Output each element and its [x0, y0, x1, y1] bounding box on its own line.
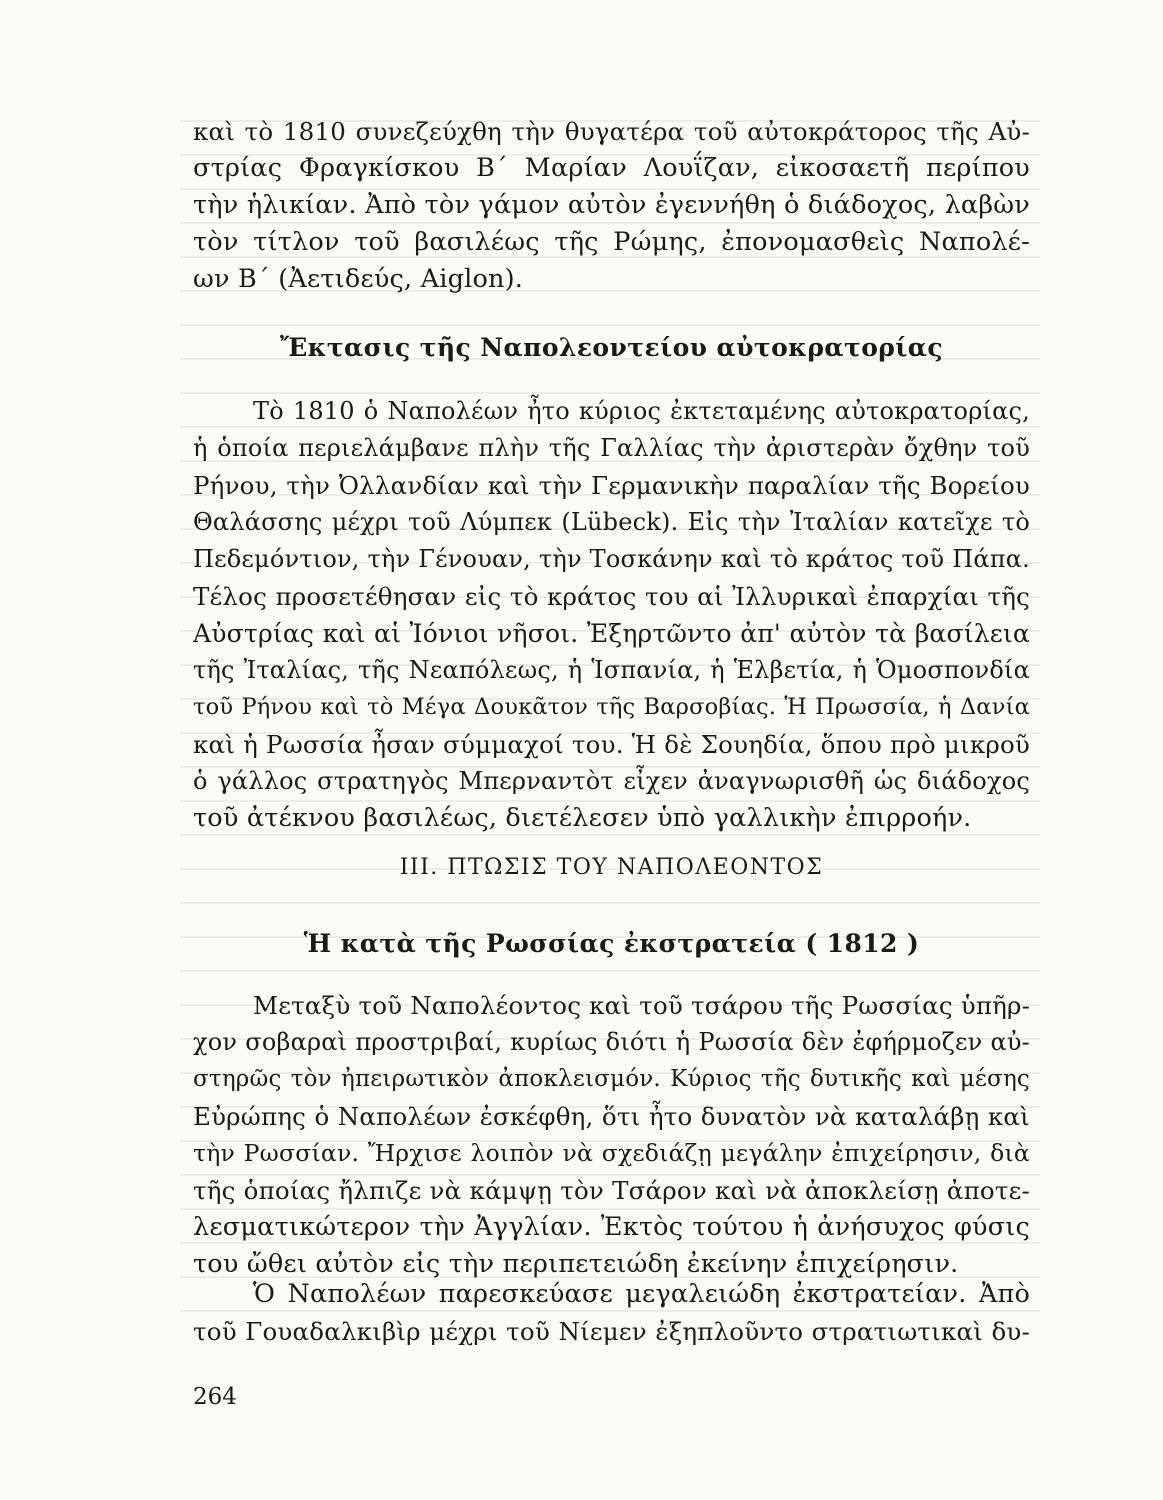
text-line: Εὐρώπης ὁ Ναπολέων ἐσκέφθη, ὅτι ἦτο δυνατὸν νὰ καταλάβῃ καὶ [193, 1102, 1030, 1131]
text-line: Πεδεμόντιον, τὴν Γένουαν, τὴν Τοσκάνην καὶ τὸ κράτος τοῦ Πάπα. [193, 545, 1030, 573]
text-line: Ὁ Ναπολέων παρεσκεύασε μεγαλειώδη ἐκστρατείαν. Ἀπὸ [253, 1279, 1030, 1309]
text-line: τὴν ἡλικίαν. Ἀπὸ τὸν γάμον αὐτὸν ἐγεννήθη ὁ διάδοχος, λαβὼν [193, 190, 1030, 220]
text-line: καὶ ἡ Ρωσσία ἦσαν σύμμαχοί του. Ἡ δὲ Σουηδία, ὅπου πρὸ μικροῦ [193, 730, 1030, 759]
paragraph-extent-of-empire [193, 393, 1030, 837]
text-line: χον σοβαραὶ προστριβαί, κυρίως διότι ἡ Ρωσσία δὲν ἐφήρμοζεν αὐ- [193, 1028, 1030, 1056]
text-line: τῆς Ἰταλίας, τῆς Νεαπόλεως, ἡ Ἱσπανία, ἡ Ἑλβετία, ἡ Ὁμοσπονδία [193, 656, 1030, 684]
text-line: Ρήνου, τὴν Ὀλλανδίαν καὶ τὴν Γερμανικὴν παραλίαν τῆς Βορείου [193, 471, 1030, 500]
text-line: στρίας Φραγκίσκου Β΄ Μαρίαν Λουΐζαν, εἰκοσαετῆ περίπου [193, 153, 1030, 183]
text-line: τὸν τίτλον τοῦ βασιλέως τῆς Ρώμης, ἐπονομασθεὶς Ναπολέ- [193, 227, 1030, 257]
text-line: τοῦ ἀτέκνου βασιλέως, διετέλεσεν ὑπὸ γαλλικὴν ἐπιρροήν. [193, 803, 972, 833]
text-line: Τέλος προσετέθησαν εἰς τὸ κράτος του αἱ Ἰλλυρικαὶ ἐπαρχίαι τῆς [193, 582, 1030, 611]
heading-russian-campaign: Ἡ κατὰ τῆς Ρωσσίας ἐκστρατεία ( 1812 ) [303, 929, 920, 958]
text-line: καὶ τὸ 1810 συνεζεύχθη τὴν θυγατέρα τοῦ αὐτοκράτορος τῆς Αὐ- [193, 117, 1030, 146]
text-line: ων Β΄ (Ἀετιδεύς, Aiglon). [193, 264, 524, 294]
text-line: του ὤθει αὐτὸν εἰς τὴν περιπετειώδη ἐκείνην ἐπιχείρησιν. [193, 1249, 959, 1279]
text-line: στηρῶς τὸν ἠπειρωτικὸν ἀποκλεισμόν. Κύριος τῆς δυτικῆς καὶ μέσης [193, 1066, 1030, 1092]
paragraph-preparation [193, 1276, 1030, 1350]
text-line: Μεταξὺ τοῦ Ναπολέοντος καὶ τοῦ τσάρου τῆς Ρωσσίας ὑπῆρ- [253, 991, 1031, 1020]
text-line: Τὸ 1810 ὁ Ναπολέων ἦτο κύριος ἐκτεταμένης αὐτοκρατορίας, [253, 397, 1030, 425]
text-line: τὴν Ρωσσίαν. Ἤρχισε λοιπὸν νὰ σχεδιάζῃ μεγάλην ἐπιχείρησιν, διὰ [193, 1139, 1030, 1167]
text-line: τοῦ Γουαδαλκιβὶρ μέχρι τοῦ Νίεμεν ἐξηπλοῦντο στρατιωτικαὶ δυ- [193, 1317, 1030, 1346]
heading-extent-of-empire: Ἔκτασις τῆς Ναπολεοντείου αὐτοκρατορίας [279, 333, 944, 362]
text-line: τῆς ὁποίας ἤλπιζε νὰ κάμψῃ τὸν Τσάρον καὶ νὰ ἀποκλείσῃ ἀποτε- [193, 1176, 1030, 1205]
section-title-fall-of-napoleon: ΙΙΙ. ΠΤΩΣΙΣ ΤΟΥ ΝΑΠΟΛΕΟΝΤΟΣ [399, 855, 824, 880]
text-line: λεσματικώτερον τὴν Ἀγγλίαν. Ἐκτὸς τούτου ἡ ἀνήσυχος φύσις [193, 1212, 1030, 1242]
paragraph-marie-louise [193, 113, 1030, 298]
text-line: ἡ ὁποία περιελάμβανε πλὴν τῆς Γαλλίας τὴν ἀριστερὰν ὄχθην τοῦ [193, 434, 1030, 462]
paragraph-russian-campaign [193, 987, 1030, 1283]
text-line: Αὐστρίας καὶ αἱ Ἰόνιοι νῆσοι. Ἐξηρτῶντο ἀπ' αὐτὸν τὰ βασίλεια [193, 619, 1030, 648]
text-line: Θαλάσσης μέχρι τοῦ Λύμπεκ (Lübeck). Εἰς τὴν Ἰταλίαν κατεῖχε τὸ [193, 508, 1030, 536]
text-line: ὁ γάλλος στρατηγὸς Μπερναντὸτ εἶχεν ἀναγνωρισθῆ ὡς διάδοχος [193, 767, 1030, 795]
text-line: τοῦ Ρήνου καὶ τὸ Μέγα Δουκᾶτον τῆς Βαρσοβίας. Ἡ Πρωσσία, ἡ Δανία [193, 694, 1030, 720]
page-number: 264 [193, 1384, 237, 1410]
